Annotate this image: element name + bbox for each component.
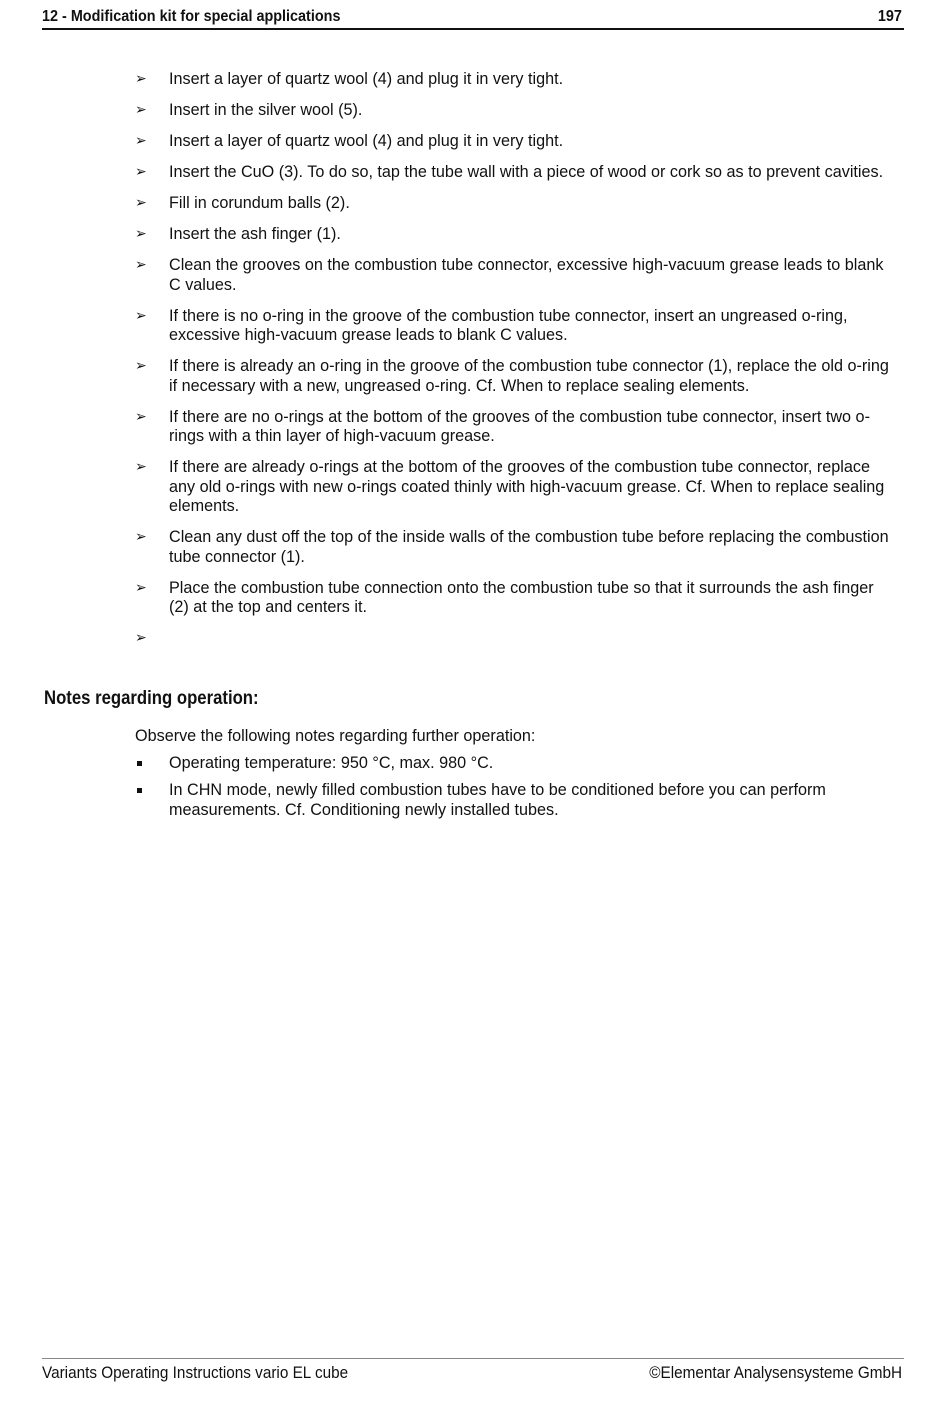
square-bullet-icon (135, 781, 169, 801)
arrow-bullet-icon: ➢ (135, 226, 147, 242)
arrow-bullet-icon: ➢ (135, 102, 147, 118)
step-text: Fill in corundum balls (2). (169, 194, 350, 212)
list-item (135, 70, 895, 90)
arrow-bullet-icon: ➢ (135, 257, 147, 273)
list-item (135, 256, 895, 295)
note-text: Operating temperature: 950 °C, max. 980 °C. (169, 754, 494, 772)
list-item (135, 629, 895, 649)
arrow-bullet-icon: ➢ (135, 164, 147, 180)
list-item (135, 225, 895, 245)
step-text: Insert a layer of quartz wool (4) and plug it in very tight. (169, 132, 564, 150)
arrow-bullet-icon: ➢ (135, 358, 147, 374)
list-item (135, 408, 895, 447)
arrow-bullet-icon: ➢ (135, 195, 147, 211)
list-item (135, 781, 895, 820)
step-text: Insert in the silver wool (5). (169, 101, 363, 119)
arrow-bullet-icon: ➢ (135, 307, 147, 324)
step-text: Insert a layer of quartz wool (4) and plug it in very tight. (169, 70, 564, 88)
arrow-bullet-icon: ➢ (135, 459, 147, 475)
arrow-bullet-icon: ➢ (135, 133, 147, 149)
list-item (135, 458, 895, 517)
page-number: 197 (878, 8, 903, 25)
section-heading: Notes regarding operation: (44, 688, 259, 709)
step-text: Insert the CuO (3). To do so, tap the tube wall with a piece of wood or cork so as to prevent cavities. (169, 163, 884, 181)
list-item (135, 528, 895, 567)
arrow-bullet-icon: ➢ (135, 529, 147, 545)
page-header (42, 6, 904, 30)
step-text: If there are already o-rings at the bottom of the grooves of the combustion tube connector, replace any old o-rings with new o-rings coated thinly with high-vacuum grease. Cf. When to replace sealing elements. (169, 458, 885, 515)
step-text: Insert the ash finger (1). (169, 225, 341, 243)
copyright: ©Elementar Analysensysteme GmbH (649, 1363, 903, 1382)
document-title: Variants Operating Instructions vario EL cube (42, 1363, 349, 1382)
list-item (135, 579, 895, 618)
step-text: If there is already an o-ring in the groove of the combustion tube connector (1), replace the old o-ring if necessary with a new, ungreased o-ring. Cf. When to replace sealing elements. (169, 357, 889, 395)
section-intro: Observe the following notes regarding further operation: (135, 727, 536, 745)
arrow-bullet-icon: ➢ (135, 408, 147, 425)
arrow-bullet-icon: ➢ (135, 630, 147, 646)
list-item (135, 357, 895, 396)
square-bullet-icon (135, 754, 169, 774)
list-item (135, 194, 895, 214)
note-text: In CHN mode, newly filled combustion tubes have to be conditioned before you can perform measurements. Cf. Conditioning newly installed tubes. (169, 781, 826, 819)
list-item (135, 132, 895, 152)
list-item (135, 101, 895, 121)
arrow-bullet-icon: ➢ (135, 579, 147, 596)
page-footer (42, 1358, 904, 1383)
procedure-step-list (135, 70, 895, 660)
notes-list (135, 754, 895, 828)
step-text: If there are no o-rings at the bottom of the grooves of the combustion tube connector, insert two o-rings with a thin layer of high-vacuum grease. (169, 407, 870, 445)
step-text: Place the combustion tube connection onto the combustion tube so that it surrounds the ash finger (2) at the top and centers it. (169, 578, 874, 616)
list-item (135, 163, 895, 183)
step-text: If there is no o-ring in the groove of the combustion tube connector, insert an ungreased o-ring, excessive high-vacuum grease leads to blank C values. (169, 306, 848, 344)
step-text: Clean the grooves on the combustion tube connector, excessive high-vacuum grease leads to blank C values. (169, 256, 884, 294)
chapter-title: 12 - Modification kit for special applications (42, 8, 341, 25)
step-text: Clean any dust off the top of the inside walls of the combustion tube before replacing the combustion tube connector (1). (169, 528, 889, 566)
list-item (135, 307, 895, 346)
arrow-bullet-icon: ➢ (135, 71, 147, 87)
list-item (135, 754, 895, 774)
